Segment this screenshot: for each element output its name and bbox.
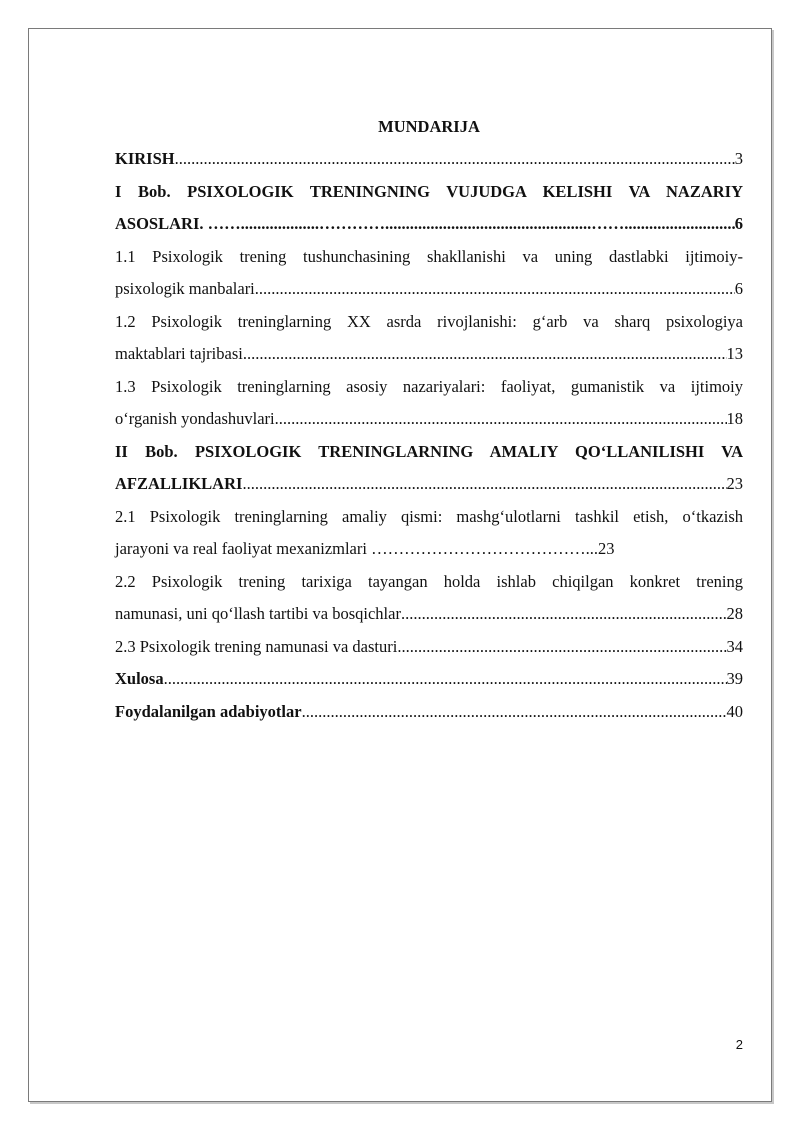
toc-chapter-1-line-1: I Bob. PSIXOLOGIK TRENINGNING VUJUDGA KELISHI VA NAZARIY	[115, 181, 743, 201]
toc-page-number: 6	[734, 279, 743, 298]
dot-leader	[243, 338, 727, 371]
toc-section-1-3-line-2	[115, 403, 743, 436]
dot-leader	[302, 696, 727, 729]
toc-section-1-3-line-1: 1.3 Psixologik treninglarning asosiy nazariyalari: faoliyat, gumanistik va ijtimoiy	[115, 376, 743, 396]
toc-section-1-2-line-1: 1.2 Psixologik treninglarning XX asrda rivojlanishi: g‘arb va sharq psixologiya	[115, 311, 743, 331]
toc-entry-label: KIRISH	[115, 149, 175, 168]
dot-leader	[175, 143, 735, 176]
toc-entry-label: Xulosa	[115, 669, 164, 688]
toc-page-number: 18	[726, 409, 743, 428]
dot-leader	[255, 273, 735, 306]
toc-section-2-1-line-1: 2.1 Psixologik treninglarning amaliy qismi: mashg‘ulotlarni tashkil etish, o‘tkazish	[115, 506, 743, 526]
toc-section-2-2-line-2	[115, 598, 743, 631]
toc-section-1-2-line-2	[115, 338, 743, 371]
toc-page-number: 23	[726, 474, 743, 493]
toc-section-2-2-line-1: 2.2 Psixologik trening tarixiga tayangan holda ishlab chiqilgan konkret trening	[115, 571, 743, 591]
toc-entry-xulosa	[115, 663, 743, 696]
toc-page-number: 40	[726, 701, 743, 721]
toc-page-number: 28	[726, 604, 743, 623]
toc-section-1-1-line-1: 1.1 Psixologik trening tushunchasining shakllanishi va uning dastlabki ijtimoiy-	[115, 246, 743, 266]
dot-leader	[164, 663, 727, 696]
toc-entry-kirish	[115, 143, 743, 176]
toc-page-number: 34	[726, 636, 743, 656]
toc-entry-label: 2.3 Psixologik trening namunasi va dasturi	[115, 636, 398, 656]
toc-page-number: 6	[734, 214, 743, 233]
toc-chapter-2-line-1: II Bob. PSIXOLOGIK TRENINGLARNING AMALIY QO‘LLANILISHI VA	[115, 441, 743, 461]
toc-entry-label: AFZALLIKLARI	[115, 474, 243, 493]
document-page	[28, 28, 772, 1102]
toc-entry-label: psixologik manbalari	[115, 279, 255, 298]
dot-leader	[657, 208, 735, 241]
toc-page-number: 39	[726, 669, 743, 688]
toc-entry-label: o‘rganish yondashuvlari	[115, 409, 275, 428]
toc-section-2-3	[115, 631, 743, 664]
toc-entry-adabiyotlar	[115, 696, 743, 729]
table-of-contents	[115, 111, 743, 728]
toc-entry-label: maktablari tajribasi	[115, 344, 243, 363]
toc-title: MUNDARIJA	[378, 117, 480, 136]
dot-leader	[275, 403, 727, 436]
toc-page-number: 3	[734, 149, 743, 168]
toc-page-number: 13	[726, 344, 743, 363]
toc-chapter-1-line-2	[115, 208, 743, 241]
dot-leader	[242, 468, 726, 501]
toc-entry-label: jarayoni va real faoliyat mexanizmlari …………………………………...23	[115, 539, 615, 558]
dot-leader	[401, 598, 727, 631]
toc-chapter-2-line-2	[115, 468, 743, 501]
toc-section-1-1-line-2	[115, 273, 743, 306]
toc-section-2-1-line-2	[115, 533, 743, 566]
toc-entry-label: namunasi, uni qo‘llash tartibi va bosqichlar	[115, 604, 401, 623]
toc-entry-label: ASOSLARI. ……...................…………..................................................……........	[115, 214, 658, 233]
page-number: 2	[735, 1037, 743, 1052]
dot-leader	[397, 631, 726, 664]
toc-entry-label: Foydalanilgan adabiyotlar	[115, 701, 302, 721]
